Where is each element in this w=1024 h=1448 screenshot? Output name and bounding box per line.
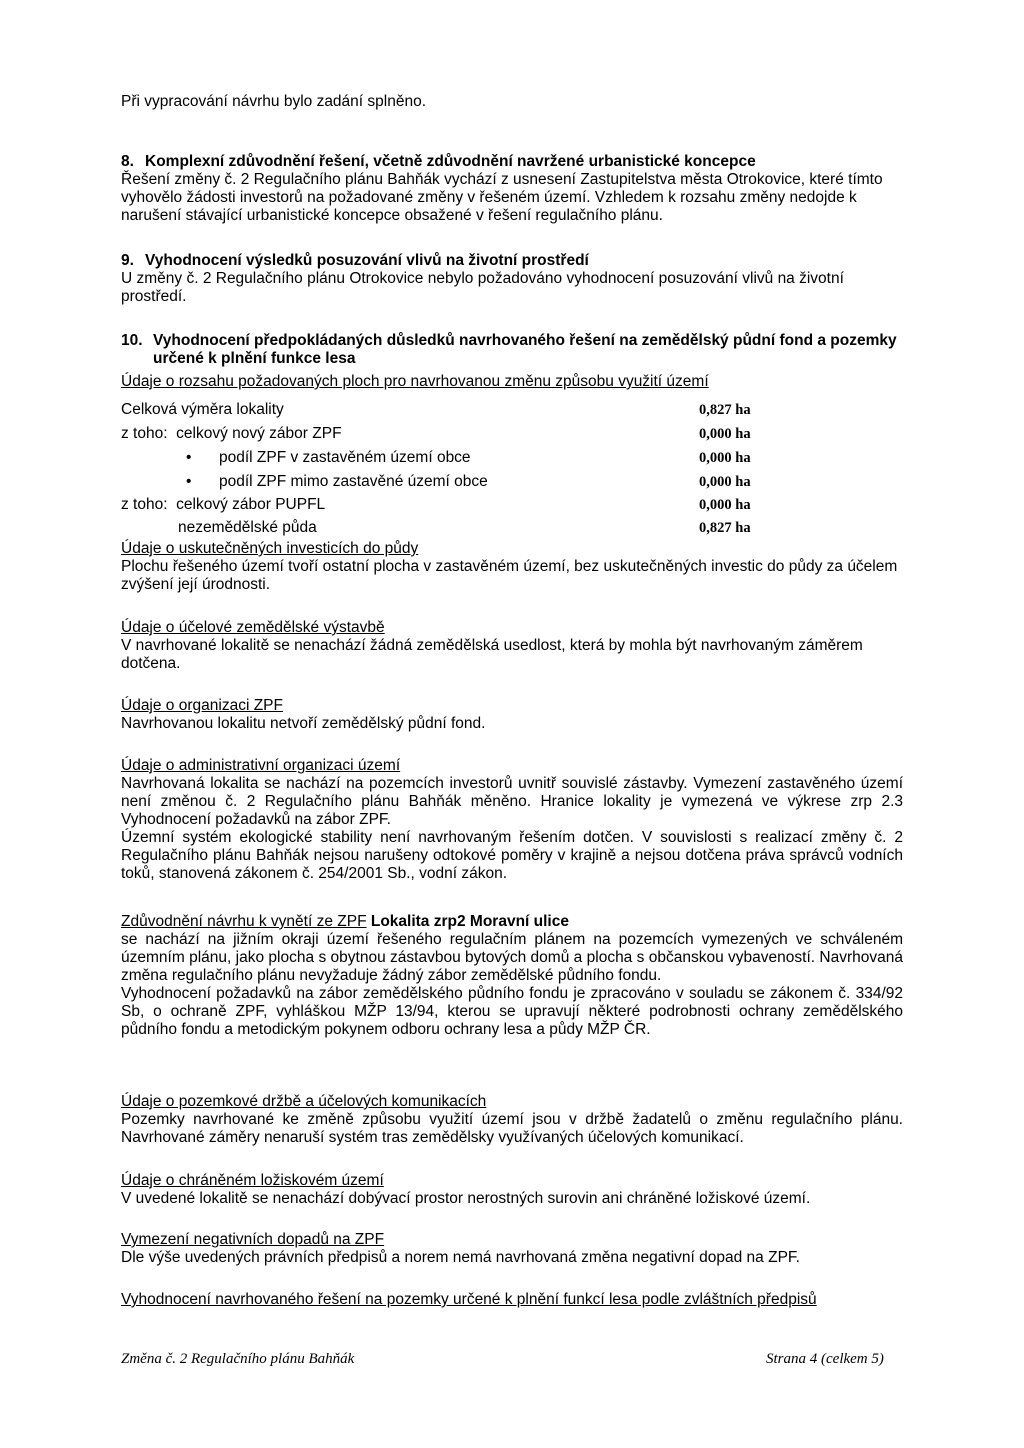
section-9 [121,252,903,306]
deposit-text: V uvedené lokalitě se nenachází dobývací prostor nerostných surovin ani chráněné ložiskové území. [121,1190,811,1207]
section-9-text: U změny č. 2 Regulačního plánu Otrokovice nebylo požadováno vyhodnocení posuzování vlivů na životní prostředí. [121,270,844,305]
negative-impacts-block [121,1231,903,1267]
area-row-label: z toho: celkový zábor PUPFL [121,496,326,513]
section-10-number: 10. [121,332,143,349]
ownership-block [121,1093,903,1147]
justification-block [121,913,903,1039]
construction-title: Údaje o účelové zemědělské výstavbě [121,619,385,636]
area-row [121,473,761,491]
section-8-heading [121,153,903,171]
footer-page-number: Strana 4 (celkem 5) [766,1351,884,1367]
organization-text: Navrhovanou lokalitu netvoří zemědělský půdní fond. [121,715,486,732]
area-row-label: z toho: celkový nový zábor ZPF [121,425,342,442]
ownership-text: Pozemky navrhované ke změně způsobu využití území jsou v držbě žadatelů o změnu regulačního plánu. Navrhované záměry nenaruší systém tras zemědělsky využívaných účelových komunikací. [121,1111,903,1146]
area-row-value: 0,827 ha [699,402,751,418]
area-row [121,401,761,419]
investments-text: Plochu řešeného území tvoří ostatní plocha v zastavěném území, bez uskutečněných investic do půdy za účelem zvýšení její úrodnosti. [121,558,898,593]
area-row [121,425,761,443]
section-10-title: Vyhodnocení předpokládaných důsledků navrhovaného řešení na zemědělský půdní fond a pozemky určené k plnění funkce lesa [153,332,897,367]
area-row-value: 0,000 ha [699,474,751,490]
bullet-icon: • [186,473,192,490]
footer-document-name: Změna č. 2 Regulačního plánu Bahňák [121,1351,355,1367]
area-row-label: podíl ZPF v zastavěném území obce [219,449,471,466]
deposit-title: Údaje o chráněném ložiskovém území [121,1172,384,1189]
section-8-text: Řešení změny č. 2 Regulačního plánu Bahňák vychází z usnesení Zastupitelstva města Otrokovice, které tímto vyhovělo žádosti investorů na požadované změny v řešeném území. Vzhledem k rozsahu změny nedojde k narušení stávající urbanistické koncepce obsažené v řešení regulačního plánu. [121,171,883,224]
organization-title: Údaje o organizaci ZPF [121,697,283,714]
area-row-value: 0,000 ha [699,426,751,442]
section-9-heading [121,252,903,270]
administration-title: Údaje o administrativní organizaci území [121,757,401,774]
investments-block [121,540,903,594]
negative-impacts-title: Vymezení negativních dopadů na ZPF [121,1231,385,1248]
area-row-label: nezemědělské půda [178,519,317,536]
deposit-block [121,1172,903,1208]
bullet-icon: • [186,449,192,466]
justification-title: Zdůvodnění návrhu k vynětí ze ZPF [121,913,367,930]
area-row-label: Celková výměra lokality [121,401,284,418]
section-9-title: Vyhodnocení výsledků posuzování vlivů na životní prostředí [145,252,589,269]
organization-block [121,697,903,733]
justification-text: se nachází na jižním okraji území řešeného regulačním plánem na pozemcích vymezených ve schváleném územním plánu, jako plocha s obytnou zástavbou bytových domů a plocha s občanskou vybaveností. Navrhovaná změna regulačního plánu nevyžaduje žádný zábor zemědělské půdního fondu. [121,931,903,984]
section-8 [121,153,903,225]
area-row-label: podíl ZPF mimo zastavěné území obce [219,473,488,490]
ownership-title: Údaje o pozemkové držbě a účelových komunikacích [121,1093,487,1110]
administration-text: Navrhovaná lokalita se nachází na pozemcích investorů uvnitř souvislé zástavby. Vymezení zastavěného území není změnou č. 2 Regulačního plánu Bahňák měněno. Hranice lokality je vymezená ve výkrese zrp 2.3 Vyhodnocení požadavků na zábor ZPF. [121,775,903,828]
section-8-title: Komplexní zdůvodnění řešení, včetně zdůvodnění navržené urbanistické koncepce [145,153,756,170]
justification-locality: Lokalita zrp2 Moravní ulice [370,913,569,930]
administration-text-2: Územní systém ekologické stability není navrhovaným řešením dotčen. V souvislosti s realizací změny č. 2 Regulačního plánu Bahňák nejsou narušeny odtokové poměry v krajině a nejsou dotčena práva správců vodních toků, stanovená zákonem č. 254/2001 Sb., vodní zákon. [121,829,903,882]
investments-title: Údaje o uskutečněných investicích do půdy [121,540,419,557]
area-row [121,496,761,514]
area-row [121,449,761,467]
intro-text: Při vypracování návrhu bylo zadání splněno. [121,93,427,110]
area-row [121,519,761,537]
justification-text-2: Vyhodnocení požadavků na zábor zemědělského půdního fondu je zpracováno v souladu se zákonem č. 334/92 Sb, o ochraně ZPF, vyhláškou MŽP 13/94, kterou se upravují některé podrobnosti ochrany zemědělského půdního fondu a metodickým pokynem odboru ochrany lesa a půdy MŽP ČR. [121,985,903,1038]
construction-text: V navrhované lokalitě se nenachází žádná zemědělská usedlost, která by mohla být navrhovaným záměrem dotčena. [121,637,863,672]
area-row-value: 0,827 ha [699,520,751,536]
forest-title: Vyhodnocení navrhovaného řešení na pozemky určené k plnění funkcí lesa podle zvláštních předpisů [121,1291,817,1308]
section-10-heading [121,332,911,368]
section-8-number: 8. [121,153,134,170]
area-row-value: 0,000 ha [699,450,751,466]
negative-impacts-text: Dle výše uvedených právních předpisů a norem nemá navrhovaná změna negativní dopad na ZPF. [121,1249,800,1266]
area-row-value: 0,000 ha [699,497,751,513]
area-subtitle: Údaje o rozsahu požadovaných ploch pro navrhovanou změnu způsobu využití území [121,373,709,390]
section-9-number: 9. [121,252,134,269]
construction-block [121,619,903,673]
justification-heading [121,913,903,931]
administration-block [121,757,903,883]
